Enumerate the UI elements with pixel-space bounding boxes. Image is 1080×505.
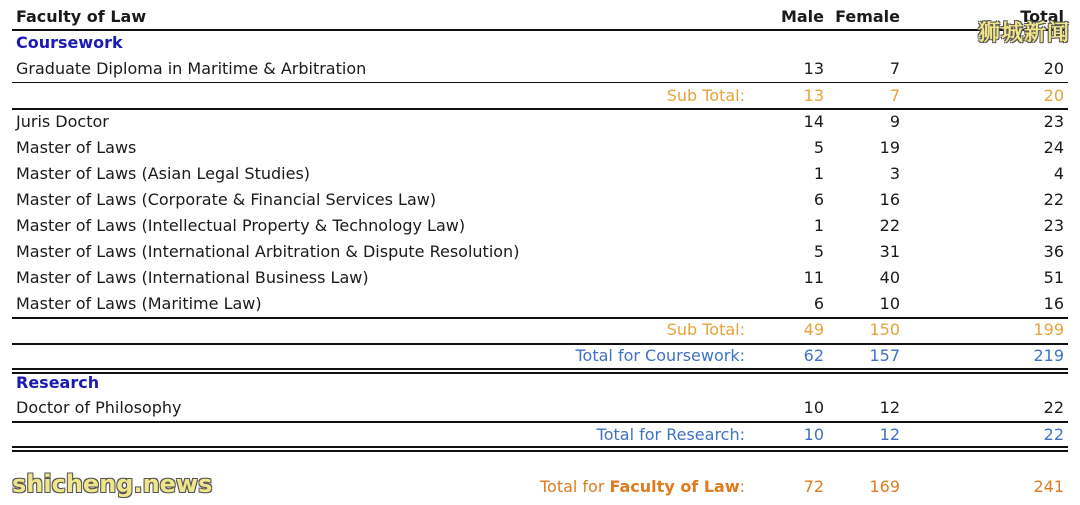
male-count: 13 — [803, 86, 824, 105]
male-count: 49 — [803, 320, 824, 339]
faculty-total-label — [540, 474, 745, 500]
table-row — [12, 161, 1068, 187]
research-total-row — [12, 422, 1068, 448]
table-row — [12, 56, 1068, 82]
total-count: 36 — [1043, 242, 1064, 261]
table-row — [12, 109, 1068, 135]
faculty-total-prefix: Total for — [539, 477, 610, 496]
program-name: Master of Laws (International Arbitration & Dispute Resolution) — [16, 242, 520, 261]
total-count: 241 — [1033, 477, 1064, 496]
program-name: Graduate Diploma in Maritime & Arbitration — [16, 59, 367, 78]
male-count: 14 — [803, 112, 824, 131]
table-header — [12, 4, 1068, 30]
program-name: Master of Laws (International Business Law) — [16, 268, 369, 287]
section-title: Research — [16, 373, 100, 392]
site-watermark: shicheng.news — [12, 470, 213, 498]
female-count: 7 — [889, 86, 900, 105]
subtotal-label: Sub Total: — [666, 86, 745, 105]
female-count: 7 — [889, 59, 900, 78]
male-count: 5 — [813, 242, 824, 261]
male-count: 6 — [813, 190, 824, 209]
male-count: 10 — [803, 425, 824, 444]
table-row — [12, 213, 1068, 239]
section-heading-coursework — [12, 30, 1068, 56]
table-row — [12, 135, 1068, 161]
male-count: 1 — [813, 164, 824, 183]
female-count: 157 — [869, 346, 900, 365]
faculty-total-suffix: : — [739, 477, 745, 496]
male-count: 6 — [813, 294, 824, 313]
male-count: 10 — [803, 398, 824, 417]
section-divider — [12, 446, 1068, 448]
program-name: Master of Laws (Intellectual Property & Technology Law) — [16, 216, 466, 235]
program-name: Juris Doctor — [16, 112, 109, 131]
total-count: 20 — [1043, 59, 1064, 78]
faculty-title: Faculty of Law — [16, 7, 147, 26]
total-count: 23 — [1043, 112, 1064, 131]
program-name: Master of Laws (Asian Legal Studies) — [16, 164, 311, 183]
total-count: 4 — [1053, 164, 1064, 183]
total-count: 24 — [1043, 138, 1064, 157]
program-name: Master of Laws (Maritime Law) — [16, 294, 262, 313]
female-count: 22 — [879, 216, 900, 235]
male-count: 5 — [813, 138, 824, 157]
total-count: 23 — [1043, 216, 1064, 235]
total-count: 51 — [1043, 268, 1064, 287]
male-count: 13 — [803, 59, 824, 78]
research-total-label: Total for Research: — [596, 425, 745, 444]
female-count: 3 — [889, 164, 900, 183]
table-row — [12, 187, 1068, 213]
subtotal-row — [12, 317, 1068, 343]
coursework-total-label: Total for Coursework: — [575, 346, 745, 365]
total-count: 199 — [1033, 320, 1064, 339]
female-count: 169 — [869, 477, 900, 496]
female-count: 16 — [879, 190, 900, 209]
program-name: Master of Laws (Corporate & Financial Services Law) — [16, 190, 437, 209]
subtotal-row — [12, 83, 1068, 109]
subtotal-label: Sub Total: — [666, 320, 745, 339]
program-name: Master of Laws — [16, 138, 137, 157]
coursework-total-row — [12, 343, 1068, 369]
total-count: 16 — [1043, 294, 1064, 313]
table-row — [12, 239, 1068, 265]
total-count: 20 — [1043, 86, 1064, 105]
male-count: 11 — [803, 268, 824, 287]
table-row — [12, 265, 1068, 291]
male-count: 62 — [803, 346, 824, 365]
female-count: 9 — [889, 112, 900, 131]
program-name: Doctor of Philosophy — [16, 398, 182, 417]
female-count: 150 — [869, 320, 900, 339]
chinese-watermark: 狮城新闻 — [977, 21, 1070, 46]
female-count: 31 — [879, 242, 900, 261]
section-divider — [12, 450, 1068, 452]
section-title: Coursework — [16, 33, 123, 52]
female-count: 10 — [879, 294, 900, 313]
table-row — [12, 291, 1068, 317]
section-heading-research — [12, 370, 1068, 396]
total-column-header: Total — [1020, 7, 1064, 26]
female-column-header: Female — [835, 7, 900, 26]
female-count: 12 — [879, 398, 900, 417]
male-count: 1 — [813, 216, 824, 235]
total-count: 219 — [1033, 346, 1064, 365]
total-count: 22 — [1043, 425, 1064, 444]
total-count: 22 — [1043, 190, 1064, 209]
male-count: 72 — [803, 477, 824, 496]
faculty-total-name: Faculty of Law — [609, 477, 740, 496]
male-column-header: Male — [780, 7, 824, 26]
female-count: 12 — [879, 425, 900, 444]
female-count: 19 — [879, 138, 900, 157]
female-count: 40 — [879, 268, 900, 287]
total-count: 22 — [1043, 398, 1064, 417]
table-row — [12, 395, 1068, 421]
